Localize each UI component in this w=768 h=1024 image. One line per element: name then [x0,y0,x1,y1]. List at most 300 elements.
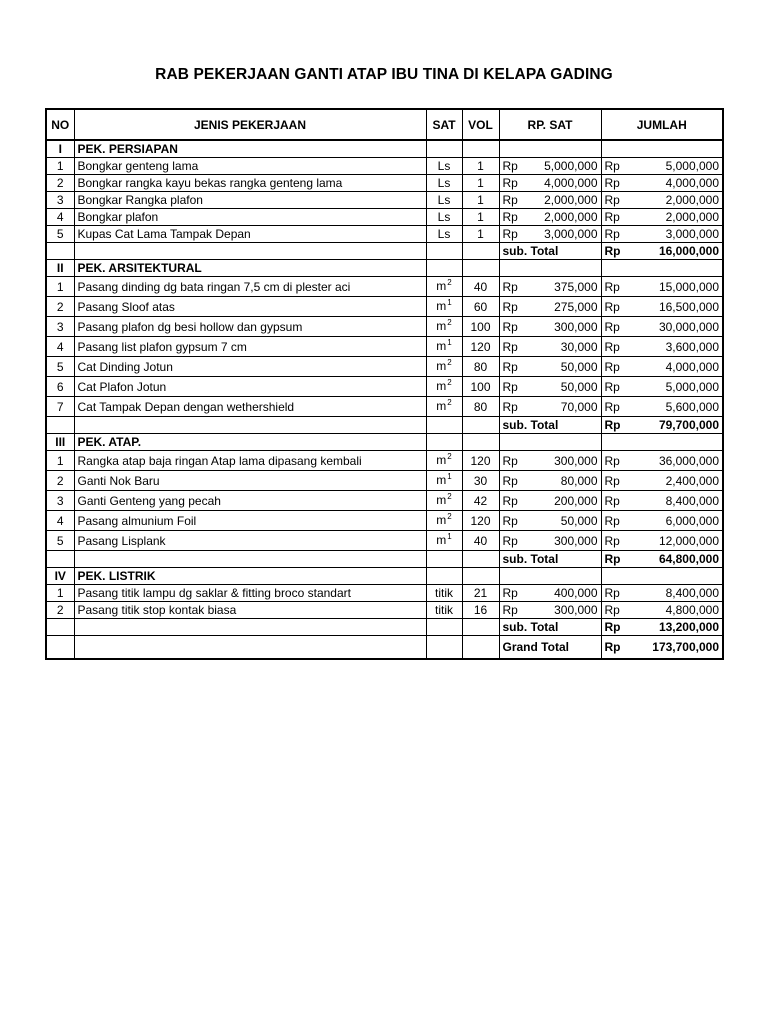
item-row [46,337,723,357]
item-unit-text: m [436,298,447,313]
item-total [601,357,723,377]
item-total-value: 3,000,000 [665,227,719,241]
item-total-value: 5,600,000 [665,399,719,414]
item-volume: 120 [462,451,499,471]
item-total-value: 3,600,000 [665,339,719,354]
subtotal-label: sub. Total [499,417,601,434]
item-unit-price [499,175,601,192]
currency-label: Rp [604,586,620,600]
item-unit-price [499,158,601,175]
currency-label: Rp [502,586,518,600]
item-unit-superscript: 2 [447,377,452,387]
currency-label: Rp [502,379,518,394]
empty-cell [499,434,601,451]
item-description: Pasang Sloof atas [74,297,426,317]
item-unit-price-wrap [503,319,598,335]
item-unit-price-wrap [503,379,598,395]
currency-label: Rp [604,359,620,374]
currency-label: Rp [604,399,620,414]
item-unit [426,491,462,511]
item-unit-superscript: 1 [447,337,452,347]
empty-cell [499,140,601,158]
item-description: Bongkar genteng lama [74,158,426,175]
item-unit-price [499,377,601,397]
item-total-wrap [605,192,720,208]
item-unit-text: m [436,452,447,467]
item-unit-price [499,337,601,357]
item-row [46,491,723,511]
item-total [601,337,723,357]
item-unit-price-wrap [503,209,598,225]
subtotal-row [46,619,723,636]
item-unit-price-value: 400,000 [554,586,598,600]
currency-label: Rp [604,319,620,334]
item-unit-price-value: 4,000,000 [544,176,598,190]
empty-cell [601,568,723,585]
item-row [46,226,723,243]
item-description: Cat Tampak Depan dengan wethershield [74,397,426,417]
empty-cell [462,636,499,660]
item-total [601,585,723,602]
item-unit-price-wrap [503,473,598,489]
section-name: PEK. LISTRIK [74,568,426,585]
currency-label: Rp [604,227,620,241]
subtotal-label: sub. Total [499,619,601,636]
empty-cell [462,140,499,158]
item-total [601,226,723,243]
item-unit [426,158,462,175]
item-unit-superscript: 2 [447,451,452,461]
item-total [601,297,723,317]
empty-cell [74,636,426,660]
currency-label: Rp [502,210,518,224]
item-number: 3 [46,317,74,337]
subtotal-amount [601,551,723,568]
item-unit [426,226,462,243]
empty-cell [426,636,462,660]
currency-label: Rp [502,399,518,414]
item-total-wrap [605,473,720,489]
item-unit-price [499,209,601,226]
item-total-value: 8,400,000 [665,586,719,600]
item-unit-price [499,317,601,337]
item-unit-price-value: 375,000 [554,279,598,294]
item-total-value: 5,000,000 [665,379,719,394]
item-unit-price-wrap [503,513,598,529]
currency-label: Rp [502,359,518,374]
currency-label: Rp [604,533,620,548]
item-total [601,531,723,551]
item-total-wrap [605,209,720,225]
item-unit-text: m [436,472,447,487]
item-unit-text: m [436,398,447,413]
currency-label: Rp [604,453,620,468]
item-unit-superscript: 1 [447,471,452,481]
item-total-value: 2,000,000 [665,210,719,224]
item-unit-text: m [436,492,447,507]
item-total-value: 6,000,000 [665,513,719,528]
currency-label: Rp [502,493,518,508]
empty-cell [462,568,499,585]
item-unit-superscript: 1 [447,297,452,307]
rab-table [45,108,724,660]
section-number: II [46,260,74,277]
subtotal-label: sub. Total [499,243,601,260]
item-number: 2 [46,602,74,619]
item-row [46,531,723,551]
item-total [601,158,723,175]
item-description: Pasang plafon dg besi hollow dan gypsum [74,317,426,337]
currency-label: Rp [502,513,518,528]
currency-label: Rp [604,379,620,394]
item-unit-price-value: 2,000,000 [544,193,598,207]
item-unit [426,175,462,192]
item-description: Cat Dinding Jotun [74,357,426,377]
item-number: 2 [46,471,74,491]
empty-cell [426,243,462,260]
empty-cell [426,417,462,434]
item-total-wrap [605,279,720,295]
item-number: 5 [46,226,74,243]
item-number: 6 [46,377,74,397]
empty-cell [601,434,723,451]
header-jenis-pekerjaan: JENIS PEKERJAAN [74,109,426,140]
currency-label: Rp [502,159,518,173]
empty-cell [462,417,499,434]
item-row [46,357,723,377]
item-total [601,377,723,397]
item-unit-text: m [436,318,447,333]
item-unit-price [499,451,601,471]
section-header-row [46,140,723,158]
item-unit-price-wrap [503,158,598,174]
grand-total-row [46,636,723,660]
item-unit-superscript: 2 [447,357,452,367]
header-rp-sat: RP. SAT [499,109,601,140]
item-unit-superscript: 2 [447,317,452,327]
item-unit-price [499,471,601,491]
currency-label: Rp [502,453,518,468]
item-total-value: 16,500,000 [658,299,719,314]
currency-label: Rp [604,640,621,654]
item-total-wrap [605,319,720,335]
empty-cell [499,260,601,277]
item-volume: 100 [462,377,499,397]
currency-label: Rp [604,159,620,173]
item-total-value: 8,400,000 [665,493,719,508]
empty-cell [499,568,601,585]
item-unit-superscript: 2 [447,491,452,501]
item-number: 5 [46,357,74,377]
item-unit-price [499,192,601,209]
item-unit-price-wrap [503,585,598,601]
item-total-value: 5,000,000 [665,159,719,173]
currency-label: Rp [604,552,621,566]
item-volume: 80 [462,357,499,377]
item-unit [426,317,462,337]
header-row [46,109,723,140]
item-unit-text: Ls [437,176,451,190]
item-total-value: 15,000,000 [658,279,719,294]
currency-label: Rp [502,319,518,334]
item-unit [426,602,462,619]
subtotal-row [46,551,723,568]
item-unit-price-value: 300,000 [554,453,598,468]
empty-cell [74,243,426,260]
empty-cell [462,551,499,568]
empty-cell [601,140,723,158]
item-volume: 40 [462,531,499,551]
item-unit-text: m [436,378,447,393]
empty-cell [46,551,74,568]
currency-label: Rp [604,210,620,224]
item-total-value: 30,000,000 [658,319,719,334]
item-unit-price [499,511,601,531]
item-unit-superscript: 2 [447,277,452,287]
item-description: Pasang titik stop kontak biasa [74,602,426,619]
section-number: I [46,140,74,158]
item-description: Rangka atap baja ringan Atap lama dipasang kembali [74,451,426,471]
subtotal-amount-wrap [605,551,720,567]
item-row [46,192,723,209]
item-unit [426,397,462,417]
item-row [46,175,723,192]
item-unit-price-wrap [503,493,598,509]
item-total [601,602,723,619]
currency-label: Rp [502,279,518,294]
document-title: RAB PEKERJAAN GANTI ATAP IBU TINA DI KELAPA GADING [155,66,613,83]
currency-label: Rp [604,299,620,314]
grand-total-label: Grand Total [499,636,601,660]
currency-label: Rp [604,493,620,508]
empty-cell [462,260,499,277]
subtotal-amount-value: 64,800,000 [658,552,719,566]
section-number: IV [46,568,74,585]
item-unit-text: m [436,532,447,547]
grand-total-amount-wrap [605,639,720,655]
item-unit-text: Ls [437,227,451,241]
empty-cell [74,551,426,568]
currency-label: Rp [502,339,518,354]
item-total-wrap [605,299,720,315]
empty-cell [462,619,499,636]
item-description: Kupas Cat Lama Tampak Depan [74,226,426,243]
item-row [46,377,723,397]
item-total-wrap [605,493,720,509]
currency-label: Rp [604,620,621,634]
item-unit [426,377,462,397]
item-number: 1 [46,158,74,175]
subtotal-row [46,243,723,260]
empty-cell [46,636,74,660]
item-volume: 120 [462,511,499,531]
item-unit-text: Ls [437,193,451,207]
item-total [601,511,723,531]
empty-cell [601,260,723,277]
item-unit [426,277,462,297]
currency-label: Rp [502,176,518,190]
item-description: Ganti Nok Baru [74,471,426,491]
empty-cell [46,619,74,636]
item-unit [426,511,462,531]
grand-total-amount [601,636,723,660]
rab-table-body [46,109,723,659]
subtotal-row [46,417,723,434]
item-total-wrap [605,339,720,355]
item-unit [426,451,462,471]
item-number: 4 [46,337,74,357]
section-name: PEK. ATAP. [74,434,426,451]
item-unit-superscript: 1 [447,531,452,541]
currency-label: Rp [502,299,518,314]
item-unit-price-wrap [503,226,598,242]
item-total-value: 36,000,000 [658,453,719,468]
header-no: NO [46,109,74,140]
item-unit [426,297,462,317]
item-volume: 40 [462,277,499,297]
empty-cell [426,619,462,636]
item-unit-text: m [436,512,447,527]
subtotal-amount-wrap [605,619,720,635]
subtotal-amount-value: 13,200,000 [658,620,719,634]
item-volume: 100 [462,317,499,337]
item-total [601,175,723,192]
item-row [46,585,723,602]
item-unit-price [499,357,601,377]
item-unit-price-wrap [503,359,598,375]
item-unit [426,337,462,357]
item-unit-price [499,491,601,511]
item-total-wrap [605,453,720,469]
item-unit-text: m [436,338,447,353]
item-row [46,602,723,619]
item-total-wrap [605,379,720,395]
item-unit-price [499,397,601,417]
item-unit-price-value: 3,000,000 [544,227,598,241]
item-number: 2 [46,297,74,317]
item-unit-price-wrap [503,339,598,355]
empty-cell [426,140,462,158]
item-volume: 1 [462,175,499,192]
item-total-wrap [605,226,720,242]
item-description: Bongkar plafon [74,209,426,226]
item-number: 4 [46,209,74,226]
item-unit-text: titik [435,603,453,617]
item-volume: 1 [462,192,499,209]
item-unit-price-value: 30,000 [560,339,598,354]
empty-cell [462,243,499,260]
item-volume: 120 [462,337,499,357]
item-row [46,297,723,317]
item-total-value: 12,000,000 [658,533,719,548]
subtotal-amount [601,619,723,636]
item-unit-price-wrap [503,299,598,315]
item-unit-price-value: 50,000 [560,379,598,394]
item-row [46,451,723,471]
empty-cell [426,434,462,451]
item-unit-price-value: 2,000,000 [544,210,598,224]
empty-cell [74,619,426,636]
item-number: 3 [46,491,74,511]
item-row [46,158,723,175]
item-unit-text: titik [435,586,453,600]
empty-cell [426,568,462,585]
item-total [601,277,723,297]
currency-label: Rp [502,473,518,488]
item-unit [426,471,462,491]
item-unit-text: m [436,358,447,373]
item-volume: 16 [462,602,499,619]
item-unit [426,585,462,602]
item-unit-price [499,531,601,551]
item-unit-price-value: 300,000 [554,533,598,548]
item-description: Pasang dinding dg bata ringan 7,5 cm di plester aci [74,277,426,297]
currency-label: Rp [604,339,620,354]
item-total-wrap [605,533,720,549]
item-description: Pasang Lisplank [74,531,426,551]
item-description: Pasang titik lampu dg saklar & fitting broco standart [74,585,426,602]
currency-label: Rp [604,603,620,617]
item-total-wrap [605,359,720,375]
item-row [46,209,723,226]
item-unit-text: Ls [437,159,451,173]
item-number: 7 [46,397,74,417]
item-unit-text: Ls [437,210,451,224]
item-total-value: 4,800,000 [665,603,719,617]
item-row [46,511,723,531]
item-description: Bongkar rangka kayu bekas rangka genteng lama [74,175,426,192]
currency-label: Rp [502,193,518,207]
item-total-wrap [605,158,720,174]
item-total-value: 2,400,000 [665,473,719,488]
item-unit-price [499,297,601,317]
item-unit-price-value: 5,000,000 [544,159,598,173]
subtotal-amount-wrap [605,417,720,433]
item-unit [426,192,462,209]
currency-label: Rp [604,193,620,207]
item-unit-superscript: 2 [447,511,452,521]
item-total [601,397,723,417]
item-unit [426,531,462,551]
item-unit-price-wrap [503,399,598,415]
item-volume: 1 [462,226,499,243]
empty-cell [426,260,462,277]
item-unit-price [499,226,601,243]
item-number: 3 [46,192,74,209]
empty-cell [462,434,499,451]
item-unit-price-wrap [503,279,598,295]
item-total-value: 4,000,000 [665,176,719,190]
item-unit-price-value: 200,000 [554,493,598,508]
item-total [601,491,723,511]
item-unit-price [499,585,601,602]
subtotal-amount-wrap [605,243,720,259]
item-row [46,471,723,491]
empty-cell [46,243,74,260]
item-unit-price [499,277,601,297]
section-name: PEK. ARSITEKTURAL [74,260,426,277]
item-total-value: 4,000,000 [665,359,719,374]
empty-cell [74,417,426,434]
item-unit-price-value: 300,000 [554,319,598,334]
item-unit-price-wrap [503,453,598,469]
header-sat: SAT [426,109,462,140]
item-description: Ganti Genteng yang pecah [74,491,426,511]
item-volume: 30 [462,471,499,491]
item-description: Cat Plafon Jotun [74,377,426,397]
subtotal-label: sub. Total [499,551,601,568]
section-name: PEK. PERSIAPAN [74,140,426,158]
